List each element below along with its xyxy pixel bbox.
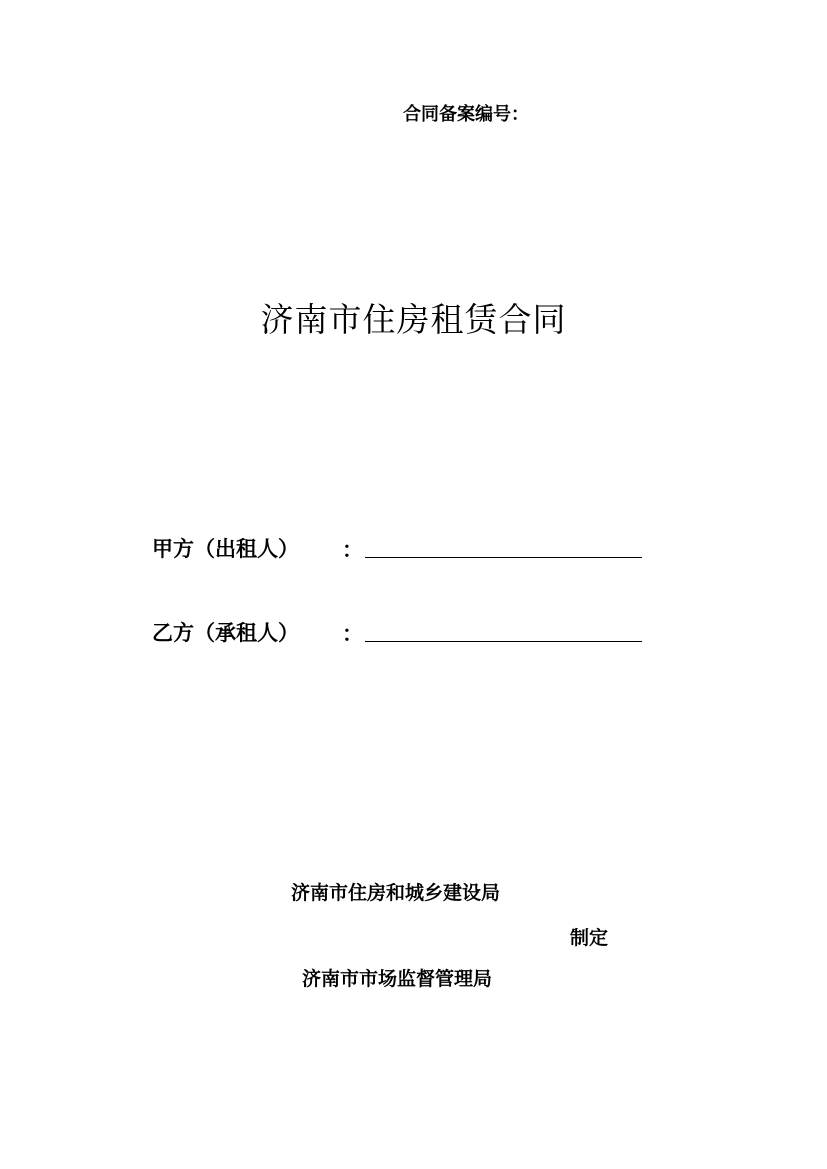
- party-a-row: [152, 534, 652, 566]
- made-label: 制定: [570, 927, 609, 949]
- party-b-label: 乙方（承租人）: [152, 621, 299, 645]
- party-b-colon: ：: [342, 622, 363, 646]
- party-a-label: 甲方（出租人）: [152, 537, 299, 561]
- record-number-label: 合同备案编号：: [403, 104, 529, 125]
- issuer-housing-bureau: 济南市住房和城乡建设局: [291, 882, 501, 904]
- party-a-fill-line[interactable]: [365, 557, 642, 558]
- party-b-row: [152, 618, 652, 650]
- party-b-fill-line[interactable]: [365, 641, 642, 642]
- issuer-market-bureau: 济南市市场监督管理局: [302, 968, 493, 990]
- party-a-colon: ：: [342, 538, 363, 562]
- document-title: 济南市住房租赁合同: [260, 300, 567, 339]
